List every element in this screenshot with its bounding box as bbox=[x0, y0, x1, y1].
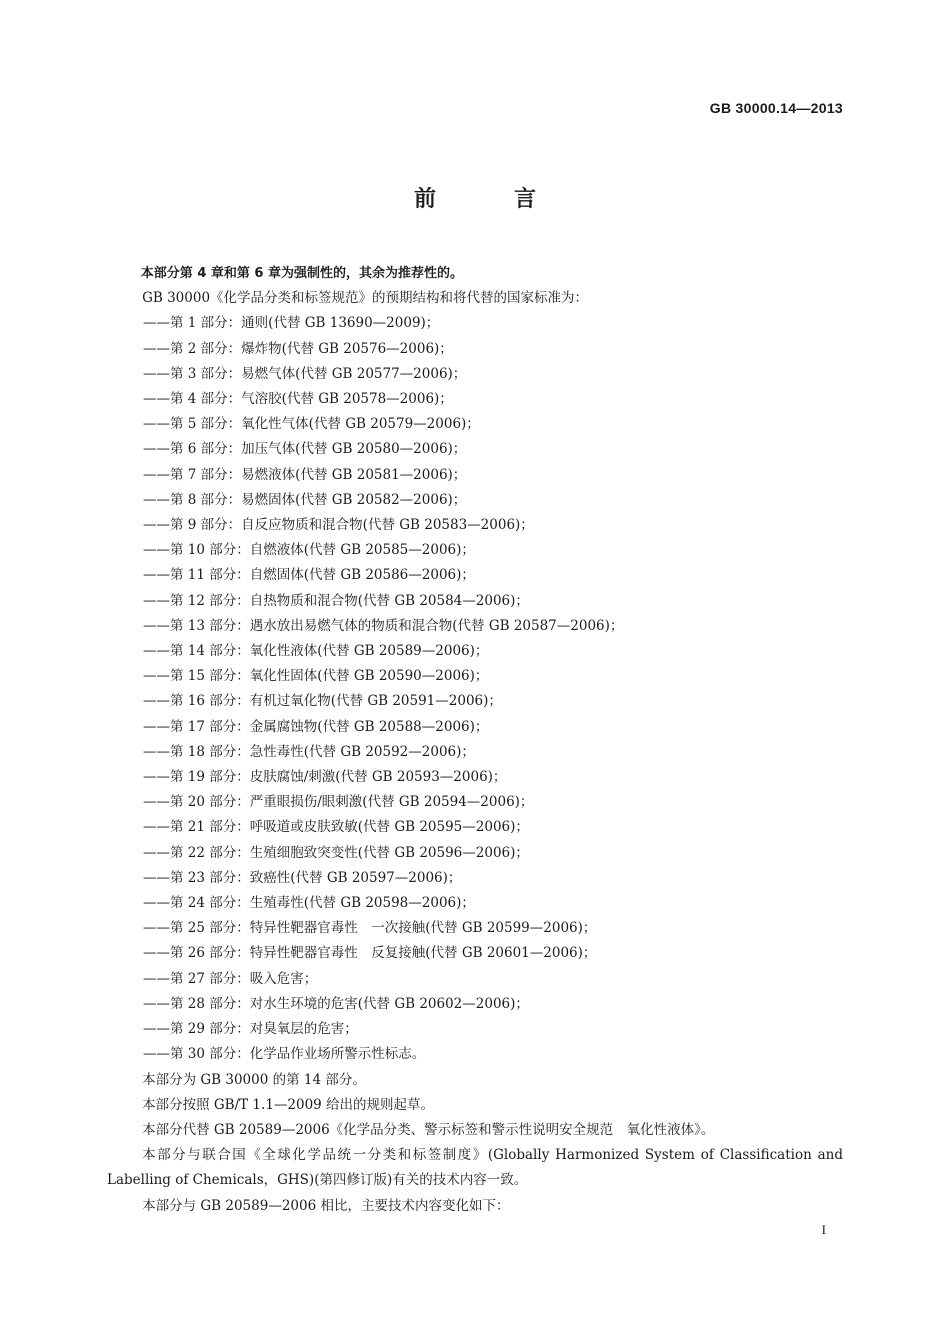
part-list-item: ——第 24 部分：生殖毒性(代替 GB 20598—2006)； bbox=[143, 895, 475, 912]
part-list-item: ——第 27 部分：吸入危害； bbox=[143, 970, 318, 987]
part-list-item: ——第 14 部分：氧化性液体(代替 GB 20589—2006)； bbox=[143, 643, 489, 660]
part-list-item: ——第 29 部分：对臭氧层的危害； bbox=[143, 1021, 358, 1038]
part-list-item: ——第 7 部分：易燃液体(代替 GB 20581—2006)； bbox=[143, 466, 467, 483]
part-list-item: ——第 19 部分：皮肤腐蚀/刺激(代替 GB 20593—2006)； bbox=[143, 769, 507, 786]
mandatory-statement: 本部分第 4 章和第 6 章为强制性的，其余为推荐性的。 bbox=[140, 266, 463, 281]
part-list-item: ——第 28 部分：对水生环境的危害(代替 GB 20602—2006)； bbox=[143, 995, 529, 1012]
part-list-item: ——第 15 部分：氧化性固体(代替 GB 20590—2006)； bbox=[143, 668, 489, 685]
part-list-item: ——第 11 部分：自燃固体(代替 GB 20586—2006)； bbox=[143, 567, 475, 584]
part-list-item: ——第 21 部分：呼吸道或皮肤致敏(代替 GB 20595—2006)； bbox=[143, 819, 529, 836]
closing-paragraph: 本部分与 GB 20589—2006 相比，主要技术内容变化如下： bbox=[142, 1197, 510, 1214]
part-list-item: ——第 25 部分：特异性靶器官毒性 一次接触(代替 GB 20599—2006)； bbox=[143, 920, 597, 937]
page-number: I bbox=[821, 1222, 826, 1237]
part-list-item: ——第 20 部分：严重眼损伤/眼刺激(代替 GB 20594—2006)； bbox=[143, 794, 534, 811]
part-list-item: ——第 3 部分：易燃气体(代替 GB 20577—2006)； bbox=[143, 365, 467, 382]
part-list-item: ——第 5 部分：氧化性气体(代替 GB 20579—2006)； bbox=[143, 416, 480, 433]
closing-paragraph: 本部分为 GB 30000 的第 14 部分。 bbox=[142, 1071, 366, 1088]
part-list-item: ——第 10 部分：自燃液体(代替 GB 20585—2006)； bbox=[143, 542, 475, 559]
part-list-item: ——第 6 部分：加压气体(代替 GB 20580—2006)； bbox=[143, 441, 467, 458]
part-list-item: ——第 22 部分：生殖细胞致突变性(代替 GB 20596—2006)； bbox=[143, 844, 529, 861]
part-list-item: ——第 26 部分：特异性靶器官毒性 反复接触(代替 GB 20601—2006)； bbox=[143, 945, 597, 962]
part-list-item: ——第 2 部分：爆炸物(代替 GB 20576—2006)； bbox=[143, 340, 453, 357]
part-list-item: ——第 23 部分：致癌性(代替 GB 20597—2006)； bbox=[143, 869, 462, 886]
part-list-item: ——第 30 部分：化学品作业场所警示性标志。 bbox=[143, 1046, 426, 1063]
closing-paragraph: 本部分代替 GB 20589—2006《化学品分类、警示标签和警示性说明安全规范 氧化性液体》。 bbox=[142, 1121, 715, 1138]
foreword-body bbox=[107, 261, 843, 1219]
part-list-item: ——第 18 部分：急性毒性(代替 GB 20592—2006)； bbox=[143, 743, 475, 760]
part-list-item: ——第 13 部分：遇水放出易燃气体的物质和混合物(代替 GB 20587—2006)； bbox=[143, 617, 624, 634]
ghs-statement: 本部分与联合国《全球化学品统一分类和标签制度》(Globally Harmonized System of Classification and Labelling of Chemicals，GHS)(第四修订版)有关的技术内容一致。 bbox=[107, 1147, 843, 1189]
part-list-item: ——第 16 部分：有机过氧化物(代替 GB 20591—2006)； bbox=[143, 693, 502, 710]
part-list-item: ——第 17 部分：金属腐蚀物(代替 GB 20588—2006)； bbox=[143, 718, 489, 735]
part-list-item: ——第 1 部分：通则(代替 GB 13690—2009)； bbox=[143, 315, 440, 332]
part-list-item: ——第 4 部分：气溶胶(代替 GB 20578—2006)； bbox=[143, 391, 453, 408]
parts-list bbox=[107, 311, 843, 1067]
structure-intro: GB 30000《化学品分类和标签规范》的预期结构和将代替的国家标准为： bbox=[142, 290, 589, 307]
standard-number: GB 30000.14—2013 bbox=[709, 100, 843, 116]
part-list-item: ——第 9 部分：自反应物质和混合物(代替 GB 20583—2006)； bbox=[143, 517, 534, 534]
part-list-item: ——第 8 部分：易燃固体(代替 GB 20582—2006)； bbox=[143, 491, 467, 508]
part-list-item: ——第 12 部分：自热物质和混合物(代替 GB 20584—2006)； bbox=[143, 592, 529, 609]
closing-paragraph: 本部分按照 GB/T 1.1—2009 给出的规则起草。 bbox=[142, 1096, 435, 1113]
page-title: 前 言 bbox=[413, 187, 572, 212]
